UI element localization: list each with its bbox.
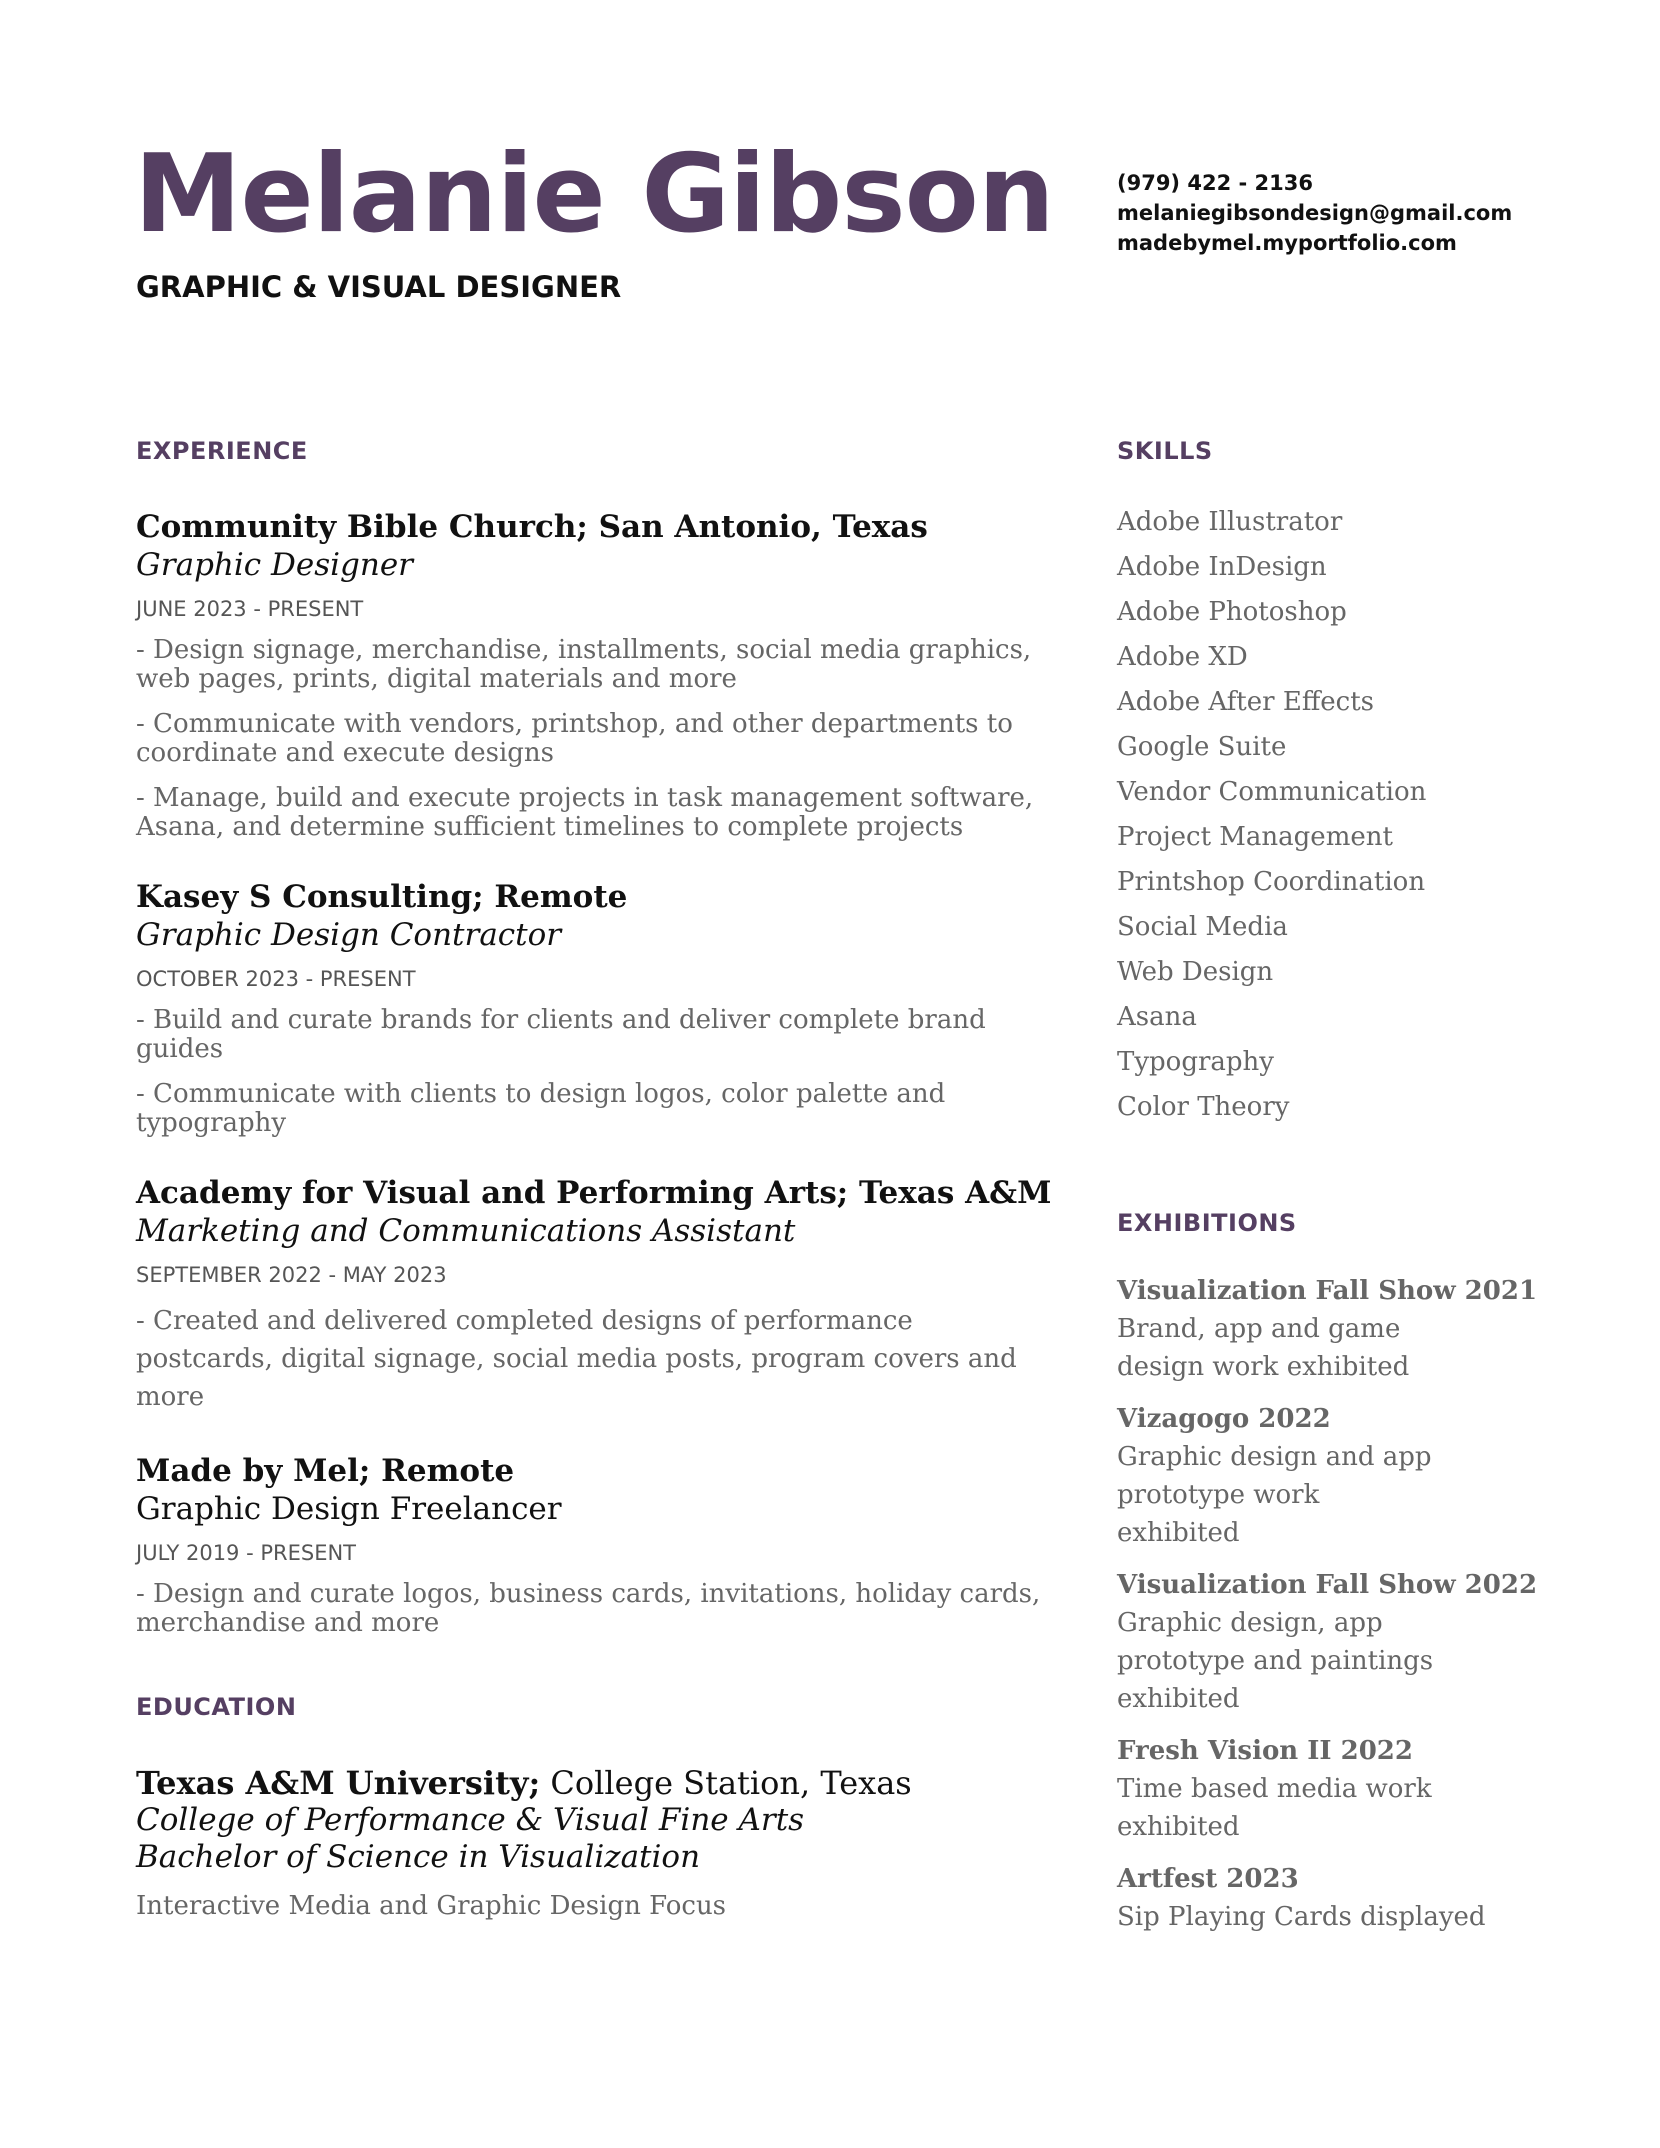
education-school — [136, 1764, 1056, 1802]
education-section — [136, 1692, 1056, 1922]
exhibition-item — [1117, 1272, 1597, 1386]
exhibition-item — [1117, 1400, 1597, 1552]
skill-item: Web Design — [1117, 957, 1274, 987]
right-column — [1117, 436, 1597, 1950]
job-role: Marketing and Communications Assistant — [136, 1213, 796, 1249]
skill-item: Color Theory — [1117, 1092, 1290, 1122]
exhibitions-heading: EXHIBITIONS — [1117, 1209, 1297, 1237]
exhibition-item — [1117, 1566, 1597, 1718]
job-bullet: - Communicate with clients to design logos, color palette and typography — [136, 1079, 946, 1138]
job-bullet: - Created and delivered completed designs of performance postcards, digital signage, social media posts, program covers and more — [136, 1306, 1017, 1412]
contact-email: melaniegibsondesign@gmail.com — [1117, 201, 1513, 225]
exhibition-description: Sip Playing Cards displayed — [1117, 1902, 1486, 1932]
job-dates: JUNE 2023 - PRESENT — [136, 597, 364, 621]
applicant-role: GRAPHIC & VISUAL DESIGNER — [136, 270, 622, 304]
job-bullet: - Manage, build and execute projects in task management software, Asana, and determine sufficient timelines to complete projects — [136, 783, 1034, 842]
exhibition-description: Time based media work exhibited — [1117, 1774, 1432, 1842]
job-title: Academy for Visual and Performing Arts; Texas A&M — [136, 1175, 1052, 1211]
skill-item: Vendor Communication — [1117, 777, 1427, 807]
job-entry — [136, 1174, 1056, 1416]
education-school-location: College Station, Texas — [540, 1764, 912, 1802]
job-bullet: - Design signage, merchandise, installments, social media graphics, web pages, prints, digital materials and more — [136, 635, 1032, 694]
education-college: College of Performance & Visual Fine Arts — [136, 1802, 805, 1838]
exhibition-description: Brand, app and game design work exhibited — [1117, 1314, 1410, 1382]
job-bullets — [136, 1580, 1056, 1638]
job-title: Kasey S Consulting; Remote — [136, 879, 628, 915]
exhibition-item — [1117, 1732, 1597, 1846]
skill-item: Adobe XD — [1117, 642, 1248, 672]
skill-item: Social Media — [1117, 912, 1288, 942]
exhibition-title: Vizagogo 2022 — [1117, 1404, 1331, 1434]
job-role: Graphic Design Contractor — [136, 917, 562, 953]
job-entry — [136, 508, 1056, 842]
job-role: Graphic Designer — [136, 547, 414, 583]
education-heading: EDUCATION — [136, 1693, 297, 1721]
skill-item: Asana — [1117, 1002, 1197, 1032]
skill-item: Google Suite — [1117, 732, 1287, 762]
education-focus: Interactive Media and Graphic Design Focus — [136, 1891, 727, 1921]
contact-phone: (979) 422 - 2136 — [1117, 171, 1313, 195]
job-role: Graphic Design Freelancer — [136, 1491, 562, 1527]
job-dates: JULY 2019 - PRESENT — [136, 1541, 357, 1565]
job-dates: OCTOBER 2023 - PRESENT — [136, 967, 416, 991]
job-bullets — [136, 1006, 1056, 1138]
job-dates: SEPTEMBER 2022 - MAY 2023 — [136, 1263, 447, 1287]
exhibition-title: Visualization Fall Show 2022 — [1117, 1570, 1538, 1600]
skill-item: Typography — [1117, 1047, 1274, 1077]
skill-item: Adobe InDesign — [1117, 552, 1327, 582]
education-degree: Bachelor of Science in Visualization — [136, 1839, 701, 1875]
experience-heading: EXPERIENCE — [136, 437, 308, 465]
job-bullets — [136, 636, 1056, 842]
job-title: Community Bible Church; San Antonio, Texas — [136, 509, 928, 545]
skills-list — [1117, 500, 1597, 1130]
skill-item: Adobe Photoshop — [1117, 597, 1347, 627]
job-entry — [136, 1452, 1056, 1638]
skill-item: Project Management — [1117, 822, 1393, 852]
education-school-name: Texas A&M University; — [136, 1764, 541, 1802]
skill-item: Printshop Coordination — [1117, 867, 1426, 897]
job-bullet: - Communicate with vendors, printshop, and other departments to coordinate and execute designs — [136, 709, 1013, 768]
contact-block — [1117, 168, 1512, 258]
exhibition-title: Fresh Vision II 2022 — [1117, 1736, 1413, 1766]
skills-heading: SKILLS — [1117, 437, 1213, 465]
job-title: Made by Mel; Remote — [136, 1453, 515, 1489]
exhibition-description: Graphic design, app prototype and paintings exhibited — [1117, 1608, 1434, 1714]
skills-section — [1117, 436, 1597, 1130]
job-entry — [136, 878, 1056, 1138]
exhibition-title: Visualization Fall Show 2021 — [1117, 1276, 1538, 1306]
exhibition-description: Graphic design and app prototype work exhibited — [1117, 1442, 1432, 1548]
exhibition-title: Artfest 2023 — [1117, 1864, 1299, 1894]
skill-item: Adobe After Effects — [1117, 687, 1375, 717]
job-bullet: - Design and curate logos, business cards, invitations, holiday cards, merchandise and more — [136, 1579, 1041, 1638]
exhibition-item — [1117, 1860, 1597, 1936]
exhibitions-section — [1117, 1208, 1597, 1936]
experience-section — [136, 436, 1056, 1638]
job-bullets — [136, 1302, 1056, 1416]
job-bullet: - Build and curate brands for clients and deliver complete brand guides — [136, 1005, 986, 1064]
contact-website: madebymel.myportfolio.com — [1117, 231, 1457, 255]
applicant-name: Melanie Gibson — [134, 132, 1054, 257]
left-column — [136, 436, 1056, 1922]
skill-item: Adobe Illustrator — [1117, 507, 1343, 537]
